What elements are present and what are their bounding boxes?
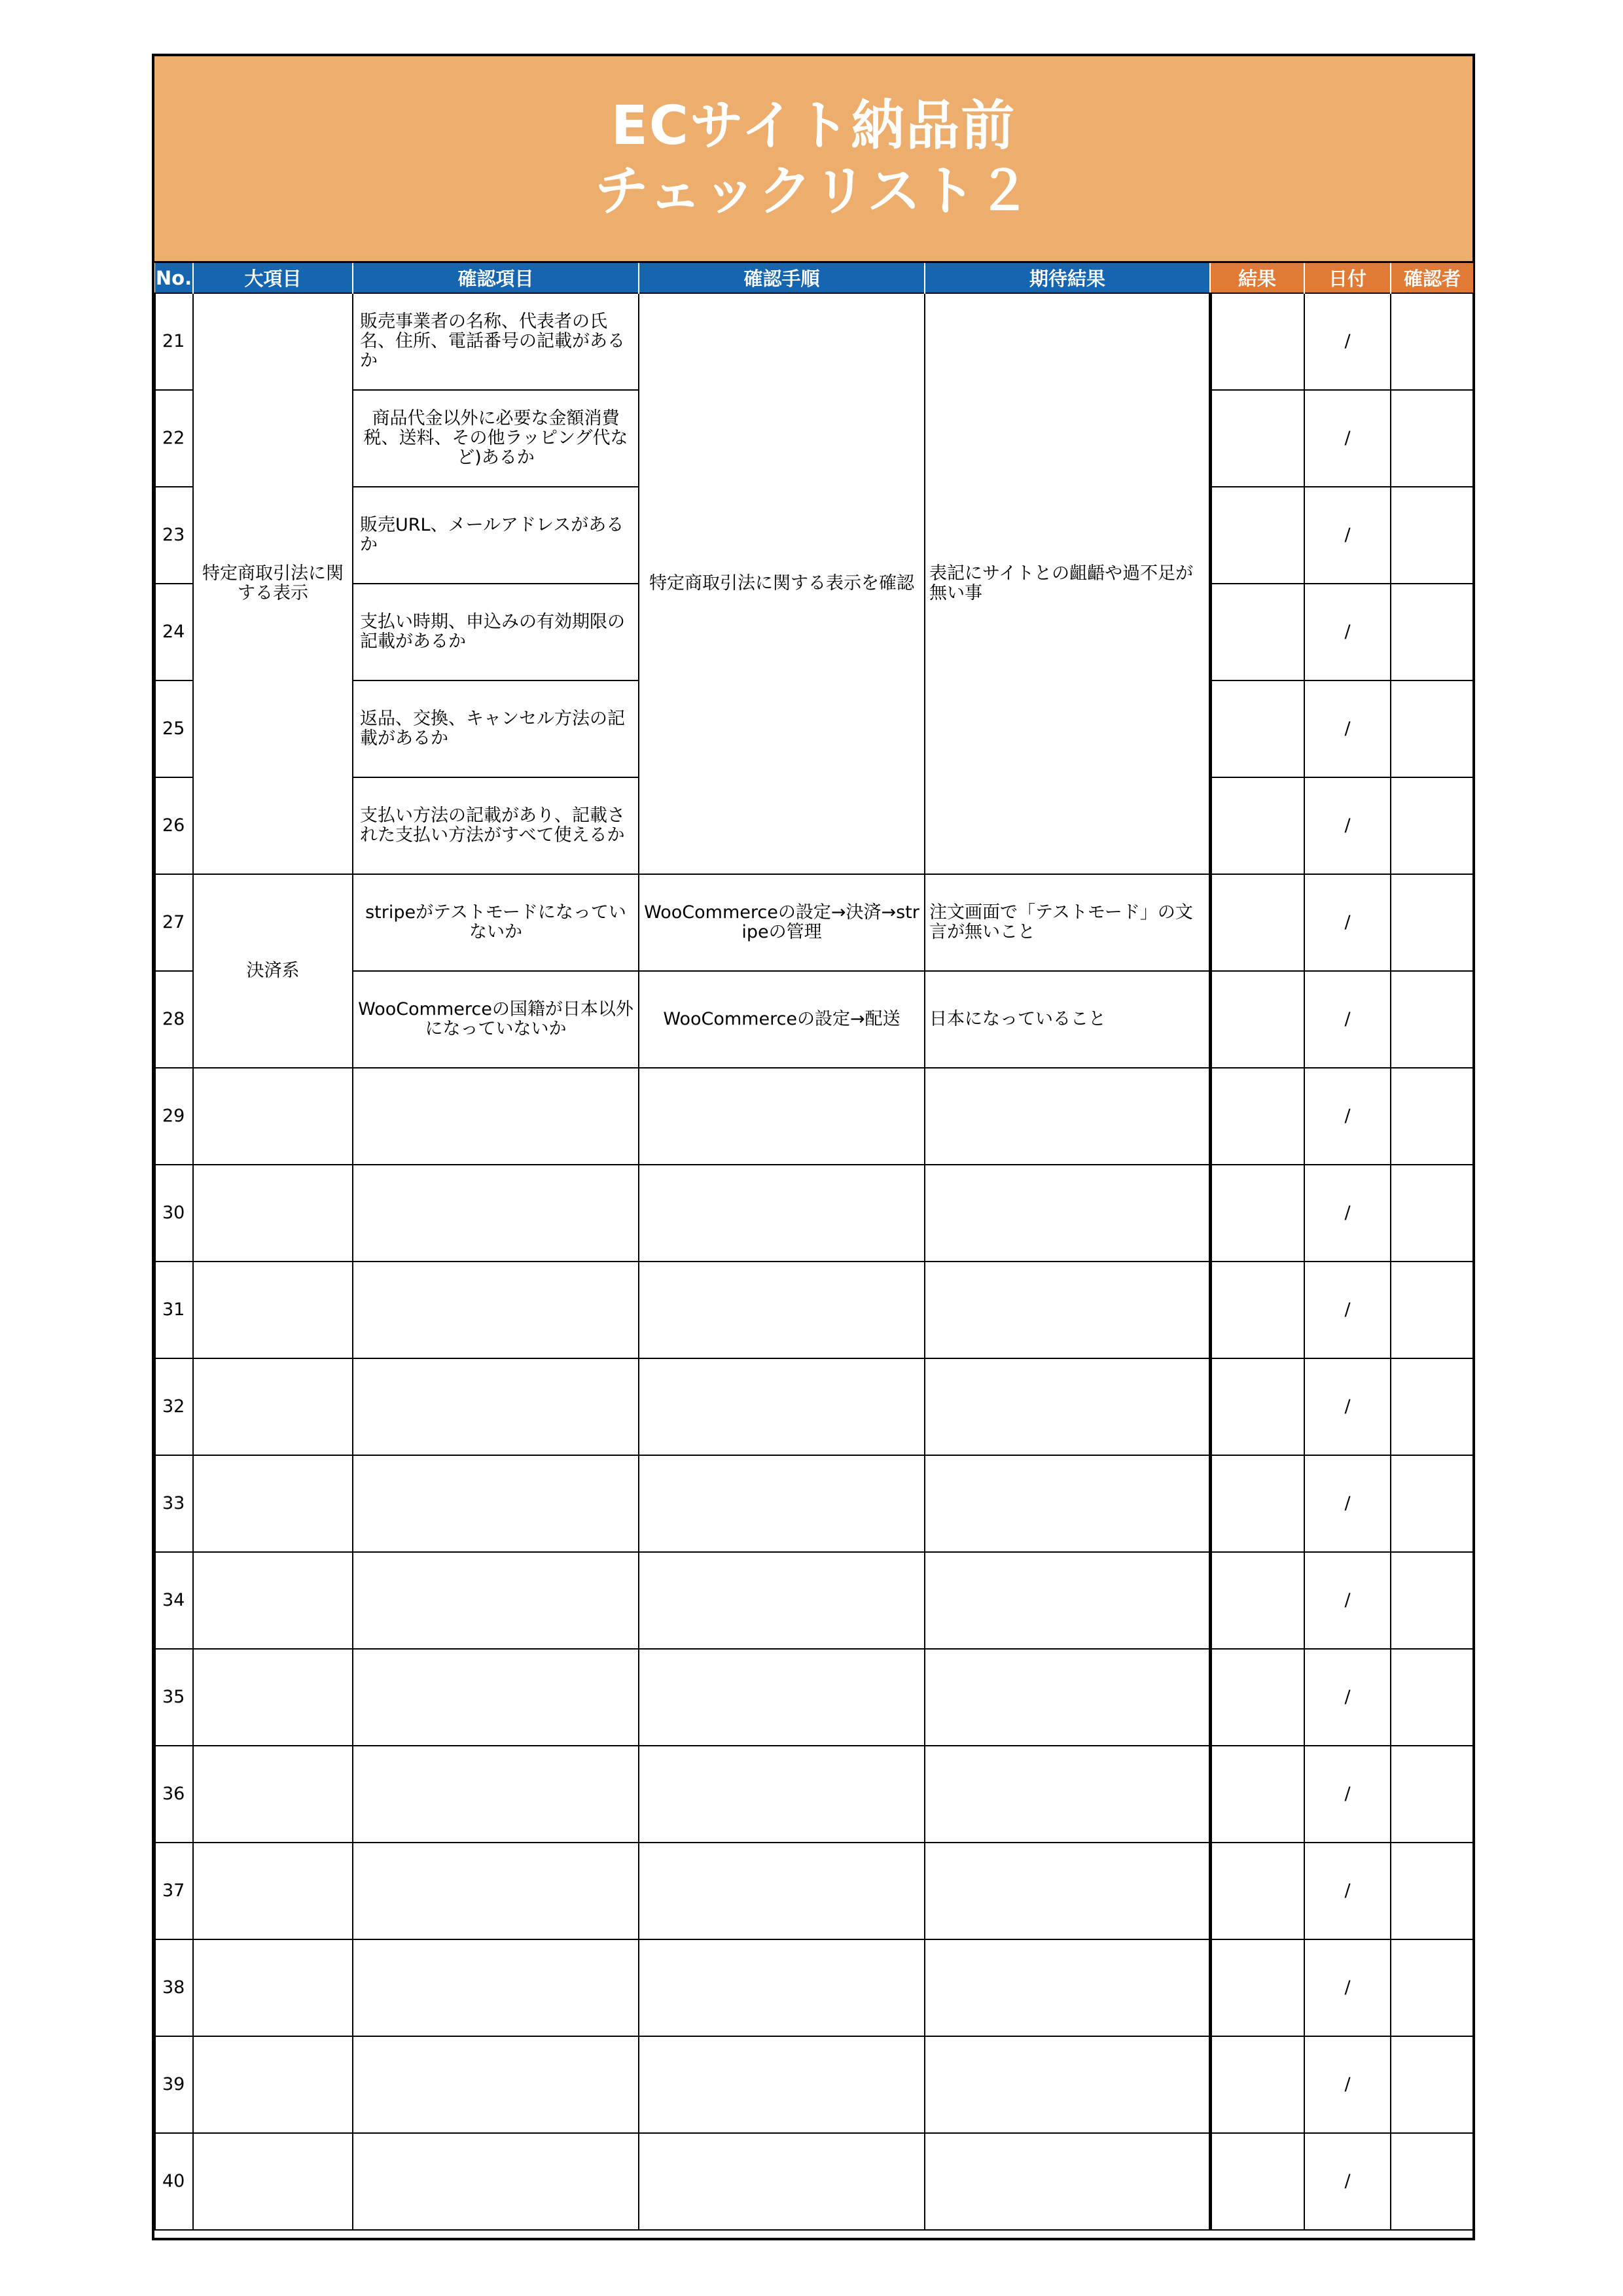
- expected-cell: 注文画面で「テストモード」の文言が無いこと: [925, 874, 1210, 971]
- expected-cell[interactable]: [925, 2036, 1210, 2133]
- check-item-cell: WooCommerceの国籍が日本以外になっていないか: [353, 971, 639, 1068]
- table-row: [155, 1552, 1473, 1649]
- result-cell[interactable]: [1210, 680, 1304, 777]
- category-cell[interactable]: [193, 1455, 353, 1552]
- checker-cell[interactable]: [1391, 1358, 1473, 1455]
- table-row: [155, 1649, 1473, 1746]
- result-cell[interactable]: [1210, 1455, 1304, 1552]
- header-check-item: 確認項目: [353, 263, 639, 293]
- checker-cell[interactable]: [1391, 874, 1473, 971]
- row-no: 24: [155, 584, 193, 680]
- procedure-cell[interactable]: [639, 1455, 925, 1552]
- table-row: [155, 971, 1473, 1068]
- table-row: [155, 1262, 1473, 1358]
- date-cell[interactable]: /: [1304, 293, 1391, 390]
- header-checker: 確認者: [1391, 263, 1473, 293]
- header-expected: 期待結果: [925, 263, 1210, 293]
- date-cell[interactable]: /: [1304, 487, 1391, 584]
- date-cell[interactable]: /: [1304, 390, 1391, 487]
- result-cell[interactable]: [1210, 1262, 1304, 1358]
- row-no: 31: [155, 1262, 193, 1358]
- procedure-cell[interactable]: [639, 1068, 925, 1165]
- category-cell[interactable]: [193, 1746, 353, 1843]
- procedure-cell[interactable]: [639, 1262, 925, 1358]
- procedure-cell[interactable]: [639, 1649, 925, 1746]
- date-cell[interactable]: /: [1304, 1455, 1391, 1552]
- table-row: [155, 1358, 1473, 1455]
- category-cell[interactable]: [193, 1358, 353, 1455]
- checker-cell[interactable]: [1391, 487, 1473, 584]
- result-cell[interactable]: [1210, 777, 1304, 874]
- procedure-cell[interactable]: [639, 2133, 925, 2230]
- row-no: 30: [155, 1165, 193, 1262]
- checker-cell[interactable]: [1391, 1068, 1473, 1165]
- result-cell[interactable]: [1210, 2036, 1304, 2133]
- checker-cell[interactable]: [1391, 1843, 1473, 1939]
- check-item-cell: 支払い方法の記載があり、記載された支払い方法がすべて使えるか: [353, 777, 639, 874]
- date-cell[interactable]: /: [1304, 584, 1391, 680]
- header-date: 日付: [1304, 263, 1391, 293]
- result-cell[interactable]: [1210, 1649, 1304, 1746]
- expected-cell[interactable]: [925, 1939, 1210, 2036]
- row-no: 38: [155, 1939, 193, 2036]
- checker-cell[interactable]: [1391, 1746, 1473, 1843]
- expected-cell[interactable]: [925, 1262, 1210, 1358]
- checker-cell[interactable]: [1391, 1165, 1473, 1262]
- result-cell[interactable]: [1210, 1939, 1304, 2036]
- checker-cell[interactable]: [1391, 2133, 1473, 2230]
- result-cell[interactable]: [1210, 1843, 1304, 1939]
- row-no: 40: [155, 2133, 193, 2230]
- check-item-cell[interactable]: [353, 1649, 639, 1746]
- procedure-cell[interactable]: [639, 1939, 925, 2036]
- check-item-cell: 返品、交換、キャンセル方法の記載があるか: [353, 680, 639, 777]
- date-cell[interactable]: /: [1304, 2036, 1391, 2133]
- date-cell[interactable]: /: [1304, 1843, 1391, 1939]
- check-item-cell: 販売事業者の名称、代表者の氏名、住所、電話番号の記載があるか: [353, 293, 639, 390]
- check-item-cell[interactable]: [353, 1746, 639, 1843]
- procedure-cell[interactable]: [639, 1165, 925, 1262]
- result-cell[interactable]: [1210, 293, 1304, 390]
- table-row: [155, 1068, 1473, 1165]
- procedure-cell[interactable]: [639, 1843, 925, 1939]
- result-cell[interactable]: [1210, 1165, 1304, 1262]
- result-cell[interactable]: [1210, 2133, 1304, 2230]
- category-cell[interactable]: [193, 1165, 353, 1262]
- title-band: [154, 56, 1472, 263]
- expected-cell[interactable]: [925, 1746, 1210, 1843]
- title-line-1: ECサイト納品前: [611, 94, 1016, 157]
- procedure-cell[interactable]: [639, 1746, 925, 1843]
- checker-cell[interactable]: [1391, 777, 1473, 874]
- expected-cell[interactable]: [925, 2133, 1210, 2230]
- table-row: [155, 874, 1473, 971]
- expected-cell: 日本になっていること: [925, 971, 1210, 1068]
- table-row: [155, 1939, 1473, 2036]
- date-cell[interactable]: /: [1304, 2133, 1391, 2230]
- result-cell[interactable]: [1210, 971, 1304, 1068]
- result-cell[interactable]: [1210, 1068, 1304, 1165]
- row-no: 28: [155, 971, 193, 1068]
- checklist-sheet: [152, 54, 1475, 2240]
- category-cell: 特定商取引法に関する表示: [193, 293, 353, 874]
- category-cell[interactable]: [193, 1939, 353, 2036]
- check-item-cell: stripeがテストモードになっていないか: [353, 874, 639, 971]
- expected-cell[interactable]: [925, 1068, 1210, 1165]
- expected-cell[interactable]: [925, 1165, 1210, 1262]
- category-cell[interactable]: [193, 1843, 353, 1939]
- row-no: 39: [155, 2036, 193, 2133]
- result-cell[interactable]: [1210, 1358, 1304, 1455]
- check-item-cell: 販売URL、メールアドレスがあるか: [353, 487, 639, 584]
- date-cell[interactable]: /: [1304, 1939, 1391, 2036]
- checker-cell[interactable]: [1391, 1552, 1473, 1649]
- category-cell[interactable]: [193, 2036, 353, 2133]
- row-no: 35: [155, 1649, 193, 1746]
- table-row: [155, 293, 1473, 390]
- checker-cell[interactable]: [1391, 293, 1473, 390]
- row-no: 22: [155, 390, 193, 487]
- row-no: 27: [155, 874, 193, 971]
- date-cell[interactable]: /: [1304, 971, 1391, 1068]
- check-item-cell[interactable]: [353, 1358, 639, 1455]
- check-item-cell[interactable]: [353, 1552, 639, 1649]
- checker-cell[interactable]: [1391, 1455, 1473, 1552]
- checker-cell[interactable]: [1391, 390, 1473, 487]
- date-cell[interactable]: /: [1304, 1358, 1391, 1455]
- row-no: 25: [155, 680, 193, 777]
- expected-cell[interactable]: [925, 1649, 1210, 1746]
- procedure-cell[interactable]: [639, 2036, 925, 2133]
- row-no: 33: [155, 1455, 193, 1552]
- expected-cell: 表記にサイトとの齟齬や過不足が無い事: [925, 293, 1210, 874]
- row-no: 26: [155, 777, 193, 874]
- date-cell[interactable]: /: [1304, 680, 1391, 777]
- category-cell: 決済系: [193, 874, 353, 1068]
- title-line-2: チェックリスト２: [595, 160, 1032, 222]
- table-row: [155, 1455, 1473, 1552]
- row-no: 21: [155, 293, 193, 390]
- date-cell[interactable]: /: [1304, 1068, 1391, 1165]
- check-item-cell[interactable]: [353, 1455, 639, 1552]
- result-cell[interactable]: [1210, 1746, 1304, 1843]
- check-item-cell: 支払い時期、申込みの有効期限の記載があるか: [353, 584, 639, 680]
- check-item-cell: 商品代金以外に必要な金額消費税、送料、その他ラッピング代など)あるか: [353, 390, 639, 487]
- checker-cell[interactable]: [1391, 680, 1473, 777]
- procedure-cell[interactable]: [639, 1358, 925, 1455]
- expected-cell[interactable]: [925, 1552, 1210, 1649]
- result-cell[interactable]: [1210, 390, 1304, 487]
- table-row: [155, 1165, 1473, 1262]
- date-cell[interactable]: /: [1304, 1262, 1391, 1358]
- procedure-cell: WooCommerceの設定→決済→stripeの管理: [639, 874, 925, 971]
- expected-cell[interactable]: [925, 1358, 1210, 1455]
- procedure-cell: WooCommerceの設定→配送: [639, 971, 925, 1068]
- date-cell[interactable]: /: [1304, 777, 1391, 874]
- expected-cell[interactable]: [925, 1843, 1210, 1939]
- table-row: [155, 1746, 1473, 1843]
- date-cell[interactable]: /: [1304, 1552, 1391, 1649]
- checker-cell[interactable]: [1391, 584, 1473, 680]
- procedure-cell: 特定商取引法に関する表示を確認: [639, 293, 925, 874]
- table-row: [155, 1843, 1473, 1939]
- check-item-cell[interactable]: [353, 2133, 639, 2230]
- category-cell[interactable]: [193, 2133, 353, 2230]
- row-no: 23: [155, 487, 193, 584]
- check-item-cell[interactable]: [353, 2036, 639, 2133]
- checker-cell[interactable]: [1391, 1649, 1473, 1746]
- result-cell[interactable]: [1210, 874, 1304, 971]
- result-cell[interactable]: [1210, 584, 1304, 680]
- row-no: 32: [155, 1358, 193, 1455]
- row-no: 29: [155, 1068, 193, 1165]
- category-cell[interactable]: [193, 1552, 353, 1649]
- category-cell[interactable]: [193, 1068, 353, 1165]
- date-cell[interactable]: /: [1304, 874, 1391, 971]
- header-result: 結果: [1210, 263, 1304, 293]
- procedure-cell[interactable]: [639, 1552, 925, 1649]
- category-cell[interactable]: [193, 1649, 353, 1746]
- header-category: 大項目: [193, 263, 353, 293]
- checker-cell[interactable]: [1391, 971, 1473, 1068]
- check-item-cell[interactable]: [353, 1843, 639, 1939]
- checker-cell[interactable]: [1391, 2036, 1473, 2133]
- header-no: No.: [155, 263, 193, 293]
- result-cell[interactable]: [1210, 1552, 1304, 1649]
- table-row: [155, 2133, 1473, 2230]
- checker-cell[interactable]: [1391, 1262, 1473, 1358]
- date-cell[interactable]: /: [1304, 1746, 1391, 1843]
- check-item-cell[interactable]: [353, 1262, 639, 1358]
- expected-cell[interactable]: [925, 1455, 1210, 1552]
- date-cell[interactable]: /: [1304, 1165, 1391, 1262]
- date-cell[interactable]: /: [1304, 1649, 1391, 1746]
- table-row: [155, 2036, 1473, 2133]
- checklist-table: [154, 263, 1474, 2231]
- row-no: 34: [155, 1552, 193, 1649]
- result-cell[interactable]: [1210, 487, 1304, 584]
- check-item-cell[interactable]: [353, 1939, 639, 2036]
- category-cell[interactable]: [193, 1262, 353, 1358]
- check-item-cell[interactable]: [353, 1068, 639, 1165]
- check-item-cell[interactable]: [353, 1165, 639, 1262]
- row-no: 37: [155, 1843, 193, 1939]
- header-procedure: 確認手順: [639, 263, 925, 293]
- checker-cell[interactable]: [1391, 1939, 1473, 2036]
- header-row: [155, 263, 1473, 293]
- row-no: 36: [155, 1746, 193, 1843]
